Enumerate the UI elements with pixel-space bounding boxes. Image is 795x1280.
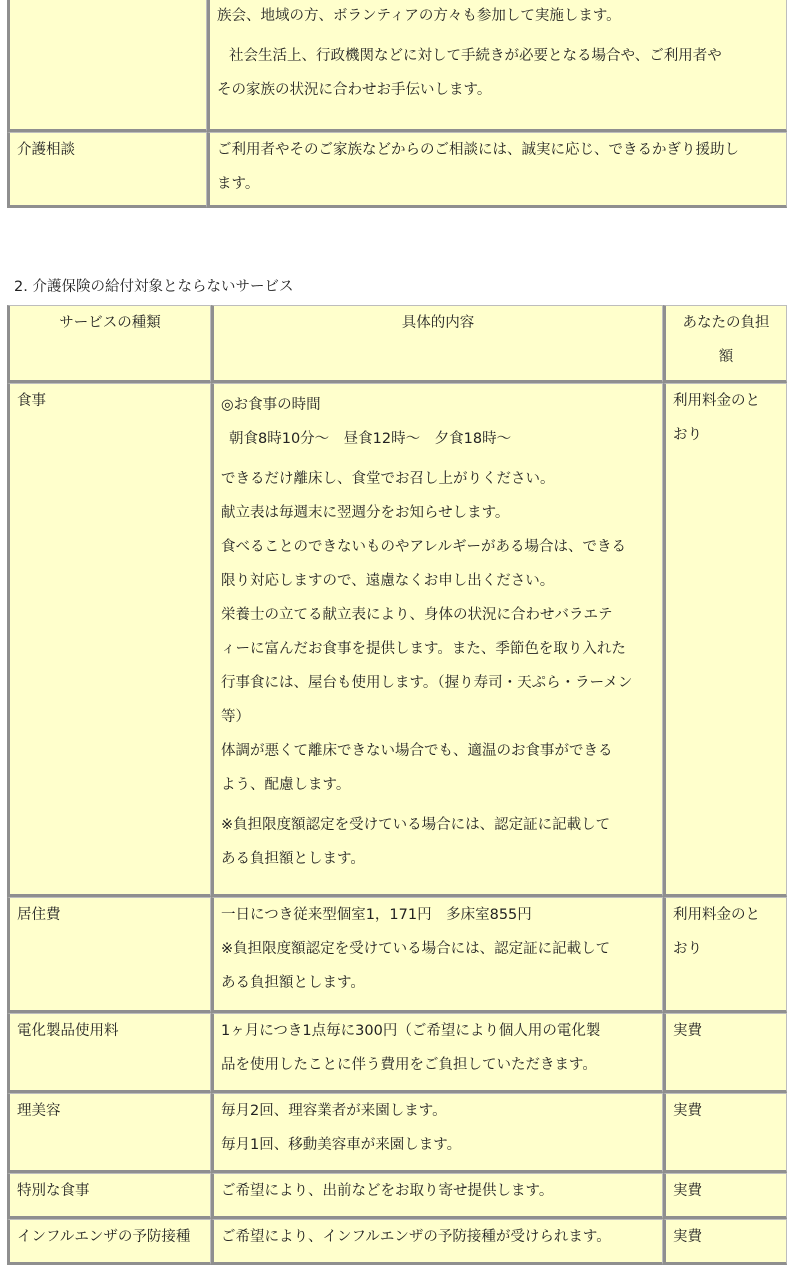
row-label-cell: 居住費 [7, 897, 211, 1013]
table-row [7, 0, 787, 132]
section-heading: 2. 介護保険の給付対象とならないサービス [14, 279, 294, 295]
row-content-cell [207, 0, 787, 132]
content-line: その家族の状況に合わせお手伝いします。 [217, 82, 492, 98]
cost-line: おり [673, 941, 702, 957]
row-cost-cell: 実費 [663, 1093, 787, 1173]
table-row-barber [7, 1093, 787, 1173]
row-label-cell: 特別な食事 [7, 1173, 211, 1219]
row-label-cell: 食事 [7, 383, 211, 897]
content-line: ◎お食事の時間 [221, 397, 321, 413]
header-cost [663, 305, 787, 383]
row-cost-cell: 実費 [663, 1013, 787, 1093]
content-line: ます。 [217, 176, 260, 192]
content-line: 栄養士の立てる献立表により、身体の状況に合わせバラエテ [221, 607, 613, 623]
table-row [7, 132, 787, 208]
content-line: 毎月1回、移動美容車が来園します。 [221, 1137, 462, 1153]
cost-line: おり [673, 427, 702, 443]
cost-line: 利用料金のと [673, 393, 760, 409]
content-line: ※負担限度額認定を受けている場合には、認定証に記載して [221, 817, 611, 833]
content-line: ご利用者やそのご家族などからのご相談には、誠実に応じ、できるかぎり援助し [217, 142, 739, 158]
table-row-vaccination [7, 1219, 787, 1265]
row-cost-cell: 実費 [663, 1173, 787, 1219]
row-content-cell: ご希望により、出前などをお取り寄せ提供します。 [211, 1173, 663, 1219]
row-label-cell: 理美容 [7, 1093, 211, 1173]
content-line: 限り対応しますので、遠慮なくお申し出ください。 [221, 573, 555, 589]
content-line: 体調が悪くて離床できない場合でも、適温のお食事ができる [221, 743, 613, 759]
header-service-type: サービスの種類 [7, 305, 211, 383]
row-content-cell [211, 383, 663, 897]
content-line: 族会、地域の方、ボランティアの方々も参加して実施します。 [217, 8, 621, 24]
content-line: 社会生活上、行政機関などに対して手続きが必要となる場合や、ご利用者や [229, 48, 722, 64]
row-cost-cell: 実費 [663, 1219, 787, 1265]
row-label-cell: インフルエンザの予防接種 [7, 1219, 211, 1265]
content-line: よう、配慮します。 [221, 777, 351, 793]
content-line: できるだけ離床し、食堂でお召し上がりください。 [221, 471, 555, 487]
row-label-cell: 介護相談 [7, 132, 207, 208]
content-line: 毎月2回、理容業者が来園します。 [221, 1103, 447, 1119]
header-details: 具体的内容 [211, 305, 663, 383]
row-content-cell [211, 1013, 663, 1093]
content-line: ィーに富んだお食事を提供します。また、季節色を取り入れた [221, 641, 626, 657]
row-cost-cell [663, 383, 787, 897]
content-line: ある負担額とします。 [221, 975, 365, 991]
content-line: 等） [221, 709, 250, 725]
service-table-continued [7, 0, 787, 208]
content-line: ※負担限度額認定を受けている場合には、認定証に記載して [221, 941, 611, 957]
header-cost-line: 額 [718, 349, 734, 365]
non-covered-services-table [7, 305, 787, 1265]
content-line: 朝食8時10分～ 昼食12時～ 夕食18時～ [229, 431, 512, 447]
row-content-cell [211, 1093, 663, 1173]
table-row-special-meal [7, 1173, 787, 1219]
content-line: ある負担額とします。 [221, 851, 365, 867]
content-line: 献立表は毎週末に翌週分をお知らせします。 [221, 505, 510, 521]
row-content-cell [207, 132, 787, 208]
row-content-cell [211, 897, 663, 1013]
content-line: 食べることのできないものやアレルギーがある場合は、できる [221, 539, 627, 555]
header-cost-line: あなたの負担 [682, 315, 770, 331]
content-line: 行事食には、屋台も使用します。（握り寿司・天ぷら・ラーメン [221, 675, 633, 691]
table-row-housing [7, 897, 787, 1013]
table-row-appliance [7, 1013, 787, 1093]
table-row-meal [7, 383, 787, 897]
table-header-row [7, 305, 787, 383]
content-line: 一日につき従来型個室1，171円 多床室855円 [221, 907, 532, 923]
content-line: 品を使用したことに伴う費用をご負担していただきます。 [221, 1057, 597, 1073]
row-label-cell: 電化製品使用料 [7, 1013, 211, 1093]
row-label-cell [7, 0, 207, 132]
cost-line: 利用料金のと [673, 907, 760, 923]
row-content-cell: ご希望により、インフルエンザの予防接種が受けられます。 [211, 1219, 663, 1265]
content-line: 1ヶ月につき1点毎に300円（ご希望により個人用の電化製 [221, 1023, 601, 1039]
row-cost-cell [663, 897, 787, 1013]
